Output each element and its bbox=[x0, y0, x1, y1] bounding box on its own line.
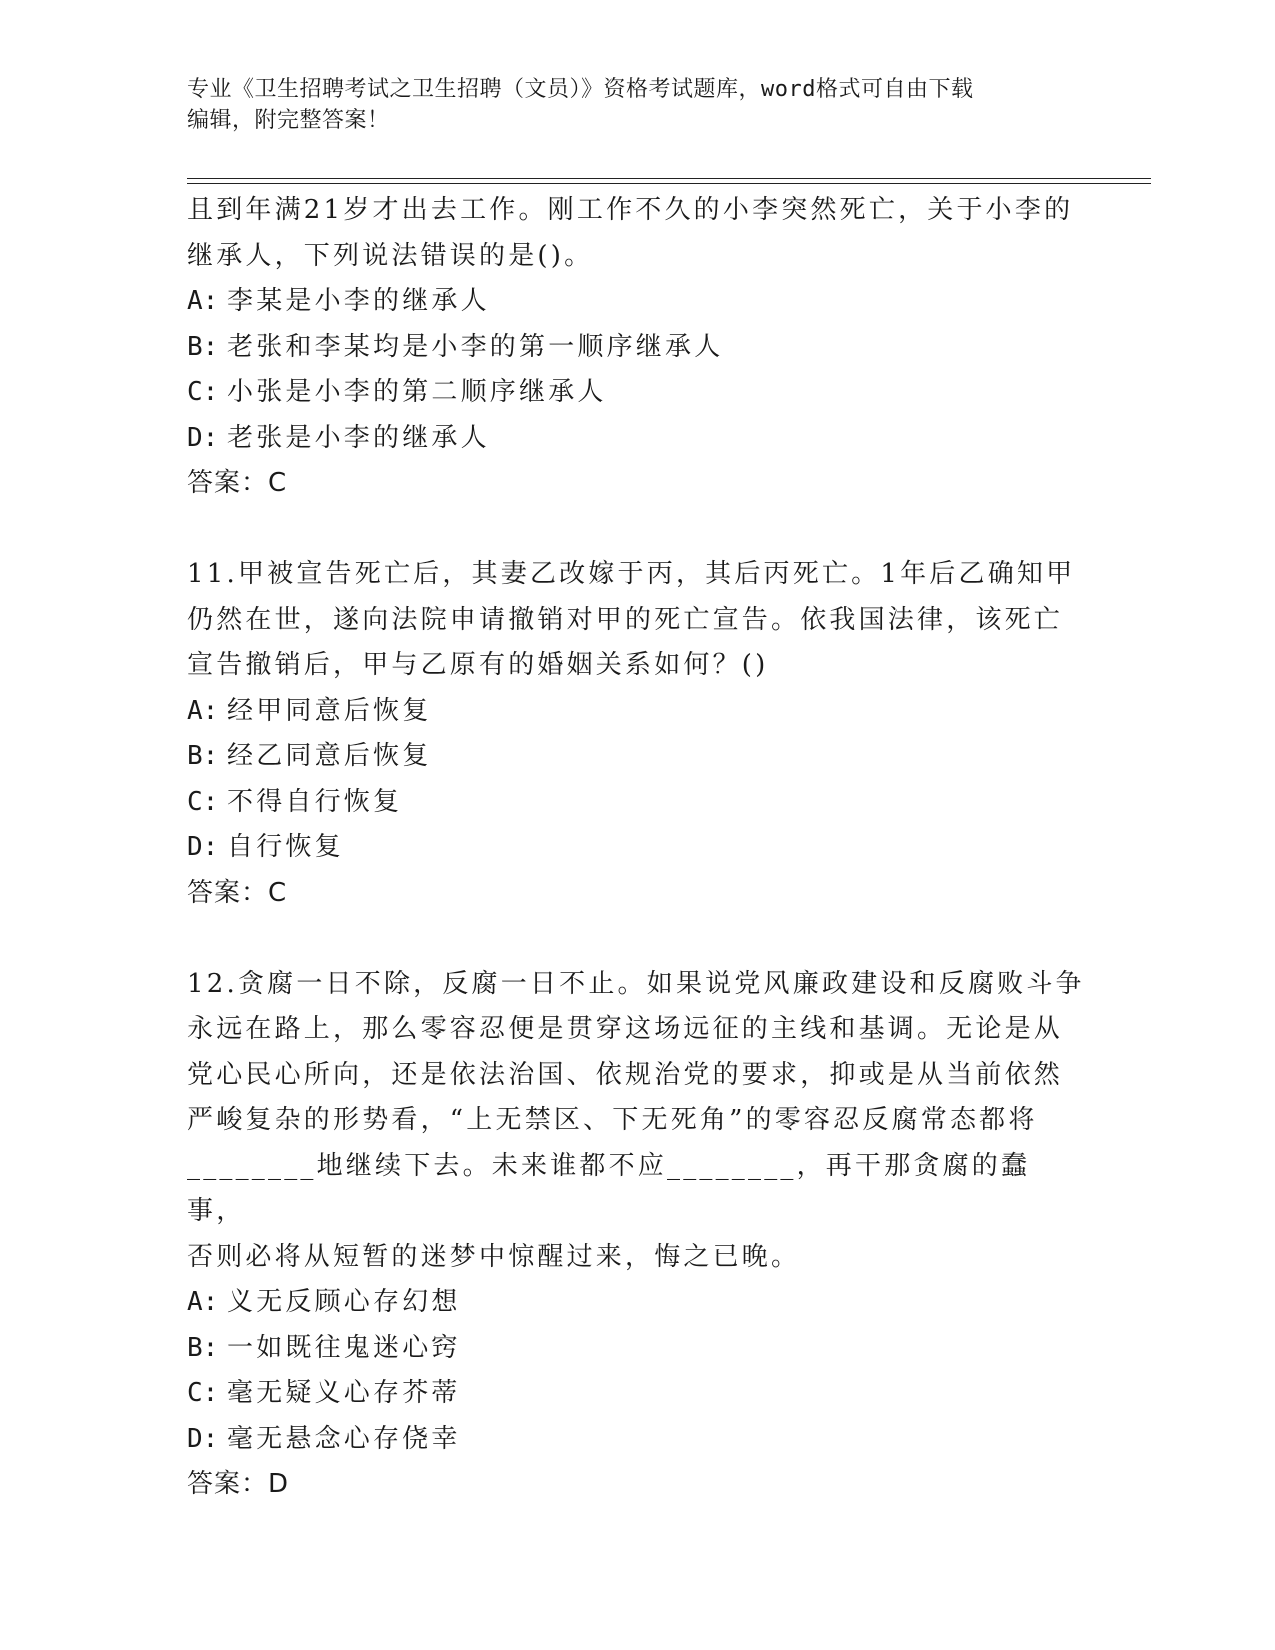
option-c bbox=[187, 1371, 1087, 1417]
question-10 bbox=[187, 188, 1087, 507]
option-d bbox=[187, 416, 1087, 462]
question-12 bbox=[187, 962, 1087, 1508]
option-text: 经乙同意后恢复 bbox=[227, 741, 432, 771]
option-text: 不得自行恢复 bbox=[227, 786, 403, 817]
question-stem bbox=[187, 552, 1087, 689]
answer-line: 答案：C bbox=[187, 468, 288, 498]
question-line: 宣告撤销后，甲与乙原有的婚姻关系如何？() bbox=[187, 650, 769, 680]
option-text: 毫无悬念心存侥幸 bbox=[227, 1423, 461, 1454]
option-a bbox=[187, 279, 1087, 325]
option-b bbox=[187, 734, 1087, 780]
question-line: 否则必将从短暂的迷梦中惊醒过来，悔之已晚。 bbox=[187, 1241, 801, 1272]
option-text: 毫无疑义心存芥蒂 bbox=[227, 1378, 461, 1408]
question-stem bbox=[187, 188, 1087, 279]
header-rule-top bbox=[187, 178, 1151, 179]
option-b bbox=[187, 1326, 1087, 1372]
page-header bbox=[187, 74, 1067, 136]
question-11 bbox=[187, 552, 1087, 916]
option-key: B: bbox=[187, 1332, 219, 1363]
option-text: 老张和李某均是小李的第一顺序继承人 bbox=[227, 331, 724, 362]
header-line-2: 编辑，附完整答案！ bbox=[187, 108, 390, 133]
answer-line: 答案：D bbox=[187, 1469, 290, 1499]
option-key: C: bbox=[187, 786, 219, 817]
option-text: 李某是小李的继承人 bbox=[227, 286, 490, 316]
question-list bbox=[187, 188, 1087, 1508]
option-key: C: bbox=[187, 1378, 219, 1408]
option-text: 经甲同意后恢复 bbox=[227, 695, 432, 726]
option-key: B: bbox=[187, 741, 219, 771]
option-key: D: bbox=[187, 1423, 219, 1454]
option-text: 小张是小李的第二顺序继承人 bbox=[227, 377, 607, 407]
option-key: D: bbox=[187, 832, 219, 862]
option-d bbox=[187, 825, 1087, 871]
question-line: 继承人，下列说法错误的是()。 bbox=[187, 240, 594, 271]
question-line: 党心民心所向，还是依法治国、依规治党的要求，抑或是从当前依然 bbox=[187, 1059, 1064, 1090]
question-stem bbox=[187, 962, 1087, 1281]
option-d bbox=[187, 1417, 1087, 1463]
option-c bbox=[187, 780, 1087, 826]
option-b bbox=[187, 325, 1087, 371]
option-text: 自行恢复 bbox=[227, 832, 344, 862]
option-text: 一如既往鬼迷心窍 bbox=[227, 1332, 461, 1363]
option-key: A: bbox=[187, 695, 219, 726]
question-line: ________地继续下去。未来谁都不应________，再干那贪腐的蠢事， bbox=[187, 1150, 1031, 1226]
question-line: 仍然在世，遂向法院申请撤销对甲的死亡宣告。依我国法律，该死亡 bbox=[187, 604, 1064, 635]
option-key: D: bbox=[187, 422, 219, 453]
question-line: 11.甲被宣告死亡后，其妻乙改嫁于丙，其后丙死亡。1年后乙确知甲 bbox=[187, 559, 1076, 589]
option-text: 老张是小李的继承人 bbox=[227, 422, 490, 453]
question-line: 且到年满21岁才出去工作。刚工作不久的小李突然死亡，关于小李的 bbox=[187, 195, 1074, 225]
option-key: A: bbox=[187, 286, 219, 316]
option-a bbox=[187, 1280, 1087, 1326]
option-key: B: bbox=[187, 331, 219, 362]
question-line: 严峻复杂的形势看，“上无禁区、下无死角”的零容忍反腐常态都将 bbox=[187, 1105, 1038, 1135]
header-rule-bottom bbox=[187, 183, 1151, 184]
question-line: 永远在路上，那么零容忍便是贯穿这场远征的主线和基调。无论是从 bbox=[187, 1014, 1064, 1044]
option-key: C: bbox=[187, 377, 219, 407]
option-text: 义无反顾心存幻想 bbox=[227, 1287, 461, 1317]
header-line-1: 专业《卫生招聘考试之卫生招聘（文员）》资格考试题库，word格式可自由下载 bbox=[187, 77, 974, 102]
option-key: A: bbox=[187, 1287, 219, 1317]
question-line: 12.贪腐一日不除，反腐一日不止。如果说党风廉政建设和反腐败斗争 bbox=[187, 968, 1085, 999]
answer-line: 答案：C bbox=[187, 877, 288, 908]
option-a bbox=[187, 689, 1087, 735]
option-c bbox=[187, 370, 1087, 416]
